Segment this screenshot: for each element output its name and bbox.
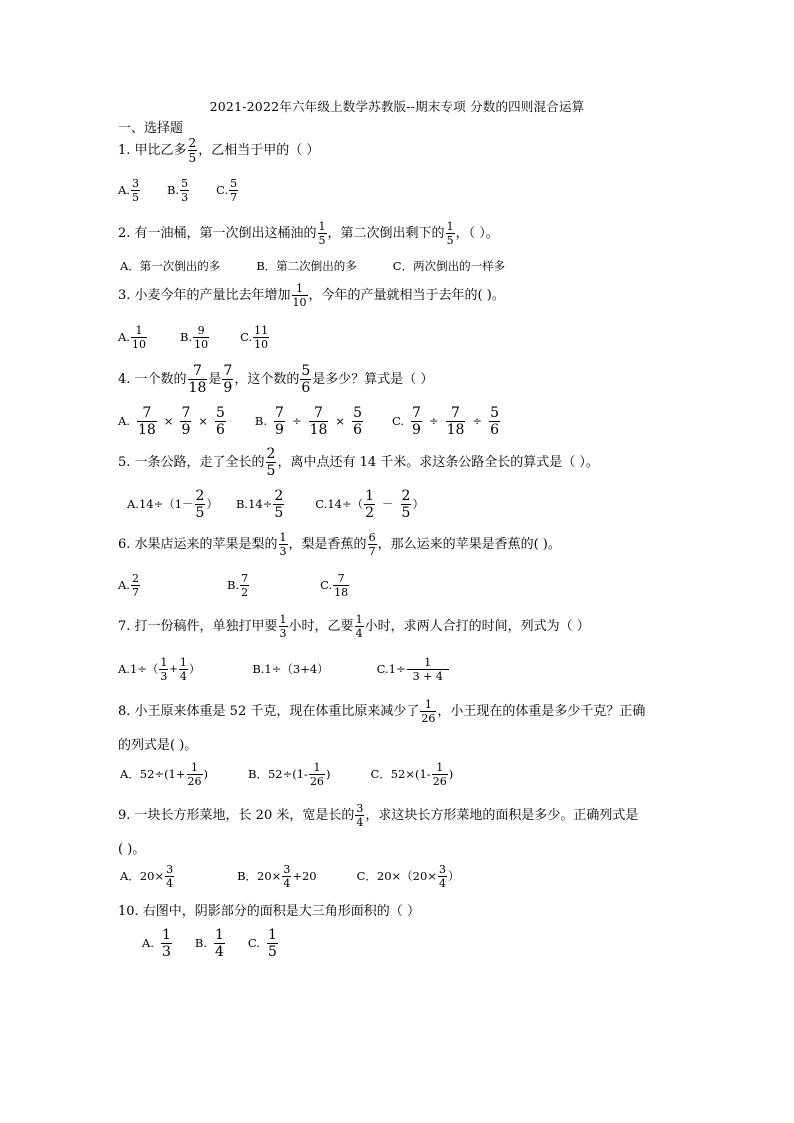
option-c[interactable]: C. $\frac{11}{10}$: [240, 324, 269, 351]
question-9-line-2: ( )。: [118, 842, 146, 857]
fraction: $\frac{2}{5}$: [188, 136, 197, 165]
question-8-options: [120, 762, 473, 787]
option-b[interactable]: B. $\frac{7}{9}$ ÷ $\frac{7}{18}$ × $\frac{5}{6}$: [254, 405, 362, 438]
question-4: 4. 一个数的 $\frac{7}{18}$ 是 $\frac{7}{9}$ ，这个数的 $\frac{5}{6}$ 是多少？算式是（ ）: [118, 363, 434, 396]
option-a[interactable]: A.14÷（1－ $\frac{2}{5}$ ）: [127, 488, 218, 521]
question-4-options: [118, 406, 521, 437]
option-c[interactable]: C.1÷ $\frac{1}{3 + 4}$: [377, 657, 450, 682]
question-1-options: [118, 178, 259, 203]
option-b[interactable]: B.1÷（3+4）: [252, 661, 329, 676]
page-title: 2021-2022年六年级上数学苏教版--期末专项 分数的四则混合运算: [209, 99, 585, 114]
option-a[interactable]: A. $\frac{3}{5}$: [118, 177, 139, 204]
option-c[interactable]: C.14÷（ $\frac{1}{2}$ － $\frac{2}{5}$ ）: [315, 488, 424, 521]
option-b[interactable]: B. $\frac{1}{4}$: [194, 927, 224, 960]
question-10-options: [142, 928, 299, 959]
option-c[interactable]: C. $\frac{7}{18}$: [320, 572, 349, 599]
option-c[interactable]: C．两次倒出的一样多: [392, 259, 506, 273]
option-b[interactable]: B.14÷ $\frac{2}{5}$: [235, 488, 284, 521]
option-a[interactable]: A. $\frac{1}{10}$: [118, 324, 146, 351]
question-8: 8. 小王原来体重是 52 千克，现在体重比原来减少了 $\frac{1}{26}$ ，小王现在的体重是多少千克？正确: [118, 698, 646, 725]
option-c[interactable]: C. $\frac{7}{9}$ ÷ $\frac{7}{18}$ ÷ $\frac{5}{6}$: [391, 405, 499, 438]
option-b[interactable]: B. $\frac{5}{3}$: [166, 177, 189, 204]
question-7: 7. 打一份稿件，单独打甲要 $\frac{1}{3}$ 小时，乙要 $\frac{1}{4}$ 小时，求两人合打的时间，列式为（ ）: [118, 613, 590, 640]
option-c[interactable]: C. $\frac{5}{7}$: [216, 177, 238, 204]
question-10: 10. 右图中，阴影部分的面积是大三角形面积的（ ）: [118, 904, 420, 919]
question-8-line-2: 的列式是( )。: [118, 738, 198, 753]
question-6-options: [118, 573, 370, 598]
question-3-options: [118, 325, 290, 350]
option-b[interactable]: B．第二次倒出的多: [256, 259, 357, 273]
question-5: 5. 一条公路，走了全长的 $\frac{2}{5}$ ，离中点还有 14 千米。求这条公路全长的算式是（ ）。: [118, 446, 599, 479]
option-b[interactable]: B. $\frac{9}{10}$: [179, 324, 209, 351]
option-c[interactable]: C．20×（20× $\frac{3}{4}$ ）: [356, 863, 460, 890]
option-c[interactable]: C．52×(1- $\frac{1}{26}$ ): [370, 761, 454, 788]
option-b[interactable]: B．20× $\frac{3}{4}$ +20: [237, 863, 317, 890]
question-5-options: [127, 489, 444, 520]
option-b[interactable]: B．52÷(1- $\frac{1}{26}$ ): [248, 761, 331, 788]
section-heading: 一、选择题: [118, 121, 184, 136]
question-2-options: [120, 261, 525, 273]
option-a[interactable]: A.1÷（ $\frac{1}{3}$ + $\frac{1}{4}$ ）: [118, 656, 201, 683]
option-c[interactable]: C. $\frac{1}{5}$: [247, 927, 277, 960]
question-7-options: [118, 657, 470, 682]
question-3: 3. 小麦今年的产量比去年增加 $\frac{1}{10}$ ，今年的产量就相当于去年的( )。: [118, 282, 505, 309]
option-a[interactable]: A．20× $\frac{3}{4}$: [120, 863, 174, 890]
option-a[interactable]: A. $\frac{7}{18}$ × $\frac{7}{9}$ × $\frac{5}{6}$: [118, 405, 225, 438]
option-b[interactable]: B. $\frac{7}{2}$: [226, 572, 249, 599]
option-a[interactable]: A. $\frac{2}{7}$: [118, 572, 139, 599]
option-a[interactable]: A. $\frac{1}{3}$: [142, 927, 171, 960]
question-2: 2. 有一油桶，第一次倒出这桶油的 $\frac{1}{5}$ ，第二次倒出剩下的 $\frac{1}{5}$ ，（ ）。: [118, 220, 499, 247]
option-a[interactable]: A．52÷(1+ $\frac{1}{26}$ ): [120, 761, 209, 788]
question-6: 6. 水果店运来的苹果是梨的 $\frac{1}{3}$ ，梨是香蕉的 $\frac{6}{7}$ ，那么运来的苹果是香蕉的( )。: [118, 531, 561, 558]
question-1: 1. 甲比乙多 $\frac{2}{5}$ ，乙相当于甲的（ ）: [118, 136, 320, 165]
question-9-options: [120, 864, 479, 889]
question-9: 9. 一块长方形菜地，长 20 米，宽是长的 $\frac{3}{4}$ ，求这块长方形菜地的面积是多少。正确列式是: [118, 802, 639, 829]
option-a[interactable]: A．第一次倒出的多: [120, 259, 221, 273]
